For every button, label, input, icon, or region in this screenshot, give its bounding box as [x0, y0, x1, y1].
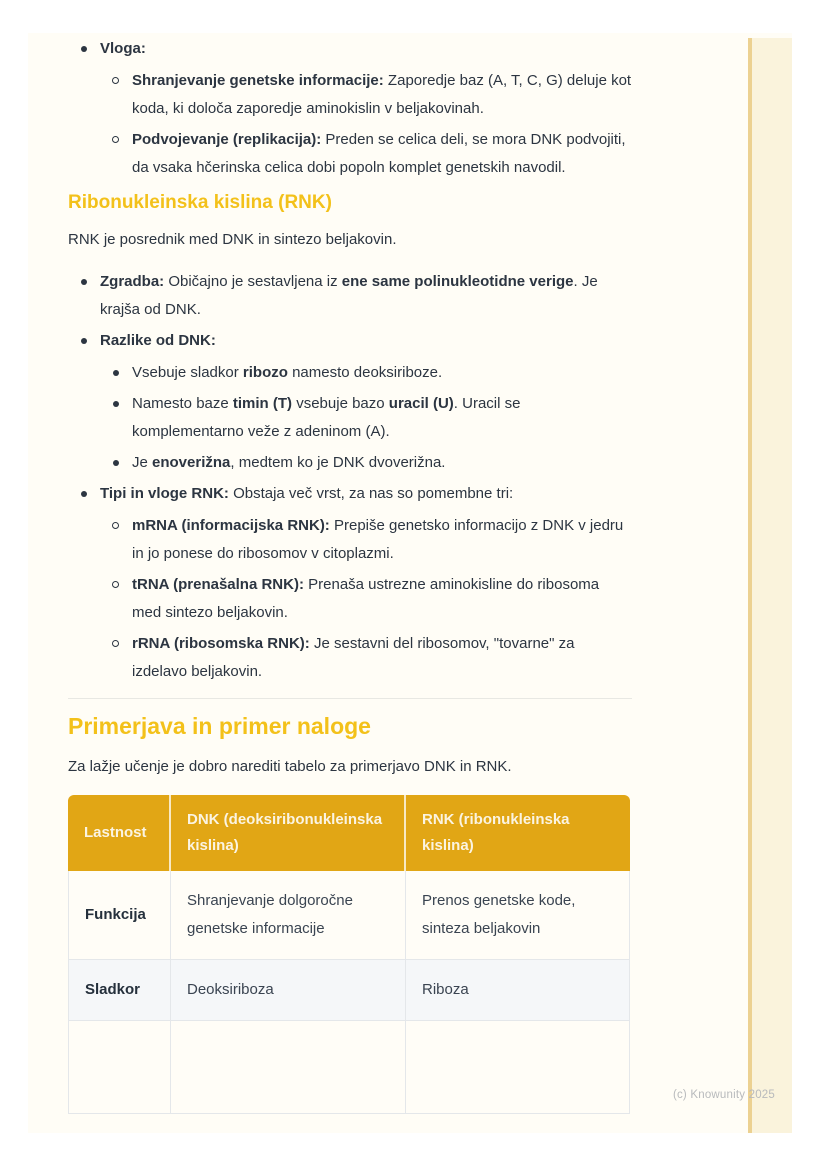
text-run: Obstaja več vrst, za nas so pomembne tri: — [228, 485, 514, 502]
text-run: Prenaša ustrezne aminokisline do ribosoma med sintezo beljakovin. — [132, 576, 600, 621]
bold-text: uracil (U) — [388, 395, 454, 412]
table-cell: Prenos genetske kode, sinteza beljakovin — [406, 871, 630, 960]
list-item-text — [132, 449, 632, 477]
page-card — [28, 33, 792, 1133]
subsection-heading: Ribonukleinska kislina (RNK) — [68, 192, 332, 213]
list — [68, 268, 632, 686]
list-item-text — [132, 359, 632, 387]
table-cell — [171, 1021, 406, 1114]
circle-bullet-icon — [112, 640, 119, 647]
bold-text: Zgradba: — [100, 273, 165, 290]
paragraph — [68, 226, 632, 254]
bold-text: tRNA (prenašalna RNK): — [132, 576, 304, 593]
bold-text: ribozo — [242, 364, 288, 381]
text-run: Preden se celica deli, se mora DNK podvojiti, da vsaka hčerinska celica dobi popoln komplet genetskih navodil. — [132, 131, 626, 176]
list-item — [68, 327, 632, 477]
row-header-cell: Funkcija — [68, 871, 171, 960]
divider — [68, 698, 632, 699]
disc-bullet-icon — [81, 46, 87, 52]
disc-bullet-icon — [81, 338, 87, 344]
text-run: Namesto baze — [132, 395, 233, 412]
text-run: . Uracil se komplementarno veže z adeninom (A). — [132, 395, 521, 440]
list-item — [100, 630, 632, 686]
list-item-text — [132, 67, 632, 123]
disc-bullet-icon — [113, 370, 119, 376]
column-header: RNK (ribonukleinska kislina) — [406, 795, 630, 871]
bold-text: Vloga: — [100, 40, 146, 57]
table-head — [68, 795, 630, 871]
disc-bullet-icon — [113, 460, 119, 466]
text-run: , medtem ko je DNK dvoverižna. — [230, 454, 446, 471]
circle-bullet-icon — [112, 136, 119, 143]
text-run: Je sestavni del ribosomov, "tovarne" za izdelavo beljakovin. — [132, 635, 575, 680]
sub-list — [100, 512, 632, 686]
list-item-text — [100, 35, 632, 63]
list-item-text — [132, 390, 632, 446]
bold-text: rRNA (ribosomska RNK): — [132, 635, 310, 652]
text-run: namesto deoksiriboze. — [287, 364, 443, 381]
comparison-table — [68, 795, 632, 1114]
list-item — [100, 449, 632, 477]
disc-bullet-icon — [113, 401, 119, 407]
row-header-cell — [68, 1021, 171, 1114]
list-item — [68, 35, 632, 182]
bold-text: enoverižna — [152, 454, 231, 471]
column-header: DNK (deoksiribonukleinska kislina) — [171, 795, 406, 871]
table-cell: Deoksiriboza — [171, 960, 406, 1021]
list-item-text — [100, 327, 632, 355]
disc-bullet-icon — [81, 279, 87, 285]
bold-text: Podvojevanje (replikacija): — [132, 131, 322, 148]
list-item-text — [100, 480, 632, 508]
row-header-cell: Sladkor — [68, 960, 171, 1021]
text-run: RNK je posrednik med DNK in sintezo beljakovin. — [68, 231, 397, 248]
text-run: Zaporedje baz (A, T, C, G) deluje kot koda, ki določa zaporedje aminokislin v beljakovinah. — [132, 72, 632, 117]
side-strip — [748, 38, 792, 1133]
column-header: Lastnost — [68, 795, 171, 871]
paragraph — [68, 753, 632, 781]
document-content — [68, 33, 632, 1114]
bold-text: ene same polinukleotidne verige — [341, 273, 574, 290]
list-item-text — [132, 630, 632, 686]
circle-bullet-icon — [112, 77, 119, 84]
bold-text: Razlike od DNK: — [100, 332, 216, 349]
list-item-text — [132, 571, 632, 627]
table-cell — [406, 1021, 630, 1114]
text-run: Običajno je sestavljena iz — [164, 273, 342, 290]
watermark: (c) Knowunity 2025 — [672, 1089, 775, 1101]
table-row — [68, 960, 630, 1021]
list-item — [100, 359, 632, 387]
list-item-text — [132, 512, 632, 568]
bold-text: Shranjevanje genetske informacije: — [132, 72, 384, 89]
circle-bullet-icon — [112, 581, 119, 588]
bold-text: Tipi in vloge RNK: — [100, 485, 229, 502]
table-cell: Riboza — [406, 960, 630, 1021]
text-run: . Je krajša od DNK. — [100, 273, 598, 318]
text-run: Je — [132, 454, 153, 471]
text-run: vsebuje bazo — [292, 395, 389, 412]
sub-list — [100, 67, 632, 182]
list-item — [100, 390, 632, 446]
bold-text: timin (T) — [232, 395, 293, 412]
list-item — [68, 268, 632, 324]
text-run: Za lažje učenje je dobro narediti tabelo za primerjavo DNK in RNK. — [68, 758, 512, 775]
list-item — [68, 480, 632, 686]
list-item — [100, 512, 632, 568]
list-item-text — [100, 268, 632, 324]
table-row — [68, 1021, 630, 1114]
table — [68, 795, 630, 1114]
list-item-text — [132, 126, 632, 182]
list-item — [100, 67, 632, 123]
section-heading: Primerjava in primer naloge — [68, 713, 371, 739]
list — [68, 35, 632, 182]
circle-bullet-icon — [112, 522, 119, 529]
table-header-row — [68, 795, 630, 871]
table-body — [68, 871, 630, 1114]
list-item — [100, 126, 632, 182]
sub-list — [100, 359, 632, 477]
table-cell: Shranjevanje dolgoročne genetske informacije — [171, 871, 406, 960]
table-row — [68, 871, 630, 960]
bold-text: mRNA (informacijska RNK): — [132, 517, 330, 534]
list-item — [100, 571, 632, 627]
text-run: Vsebuje sladkor — [132, 364, 243, 381]
text-run: Prepiše genetsko informacijo z DNK v jedru in jo ponese do ribosomov v citoplazmi. — [132, 517, 624, 562]
disc-bullet-icon — [81, 491, 87, 497]
